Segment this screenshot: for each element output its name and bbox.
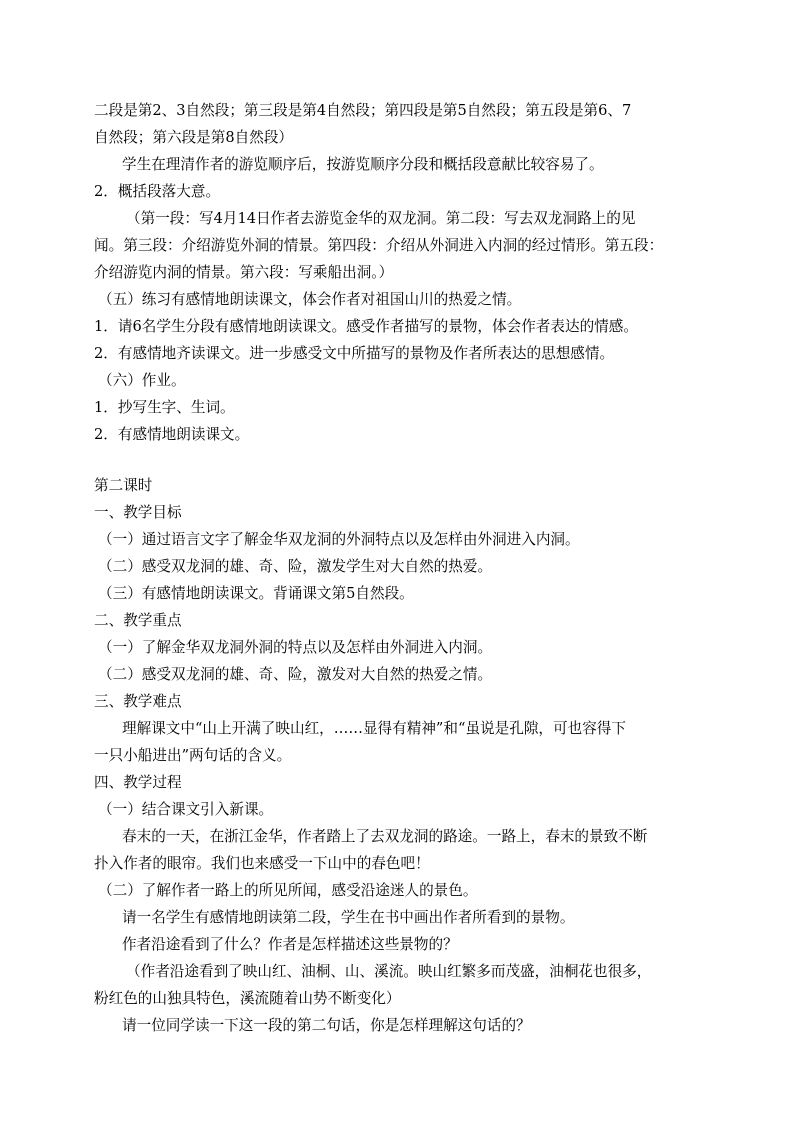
text-line: 闻。第三段：介绍游览外洞的情景。第四段：介绍从外洞进入内洞的经过情形。第五段： xyxy=(94,237,664,254)
text-line: （第一段：写4月14日作者去游览金华的双龙洞。第二段：写去双龙洞路上的见 xyxy=(126,210,636,227)
text-line: 春末的一天，在浙江金华，作者踏上了去双龙洞的路途。一路上，春末的景致不断 xyxy=(122,828,648,845)
text-line: 二段是第2、3自然段；第三段是第4自然段；第四段是第5自然段；第五段是第6、7 xyxy=(94,102,632,119)
text-line: 1．抄写生字、生词。 xyxy=(94,399,235,416)
text-line: 请一位同学读一下这一段的第二句话，你是怎样理解这句话的？ xyxy=(122,1017,531,1034)
section-heading: （六）作业。 xyxy=(98,372,186,389)
blank-line xyxy=(94,448,700,472)
section-heading: 四、教学过程 xyxy=(94,774,182,791)
text-line: 扑入作者的眼帘。我们也来感受一下山中的春色吧！ xyxy=(94,855,430,872)
document-body xyxy=(94,97,700,1039)
text-line: （一）通过语言文字了解金华双龙洞的外洞特点以及怎样由外洞进入内洞。 xyxy=(98,531,580,548)
text-line: 理解课文中“山上开满了映山红，……显得有精神”和“虽说是孔隙，可也容得下 xyxy=(122,720,626,737)
text-line: （作者沿途看到了映山红、油桐、山、溪流。映山红繁多而茂盛，油桐花也很多， xyxy=(126,963,652,980)
text-line: （二）了解作者一路上的所见所闻，感受沿途迷人的景色。 xyxy=(98,882,478,899)
text-line: 学生在理清作者的游览顺序后，按游览顺序分段和概括段意献比较容易了。 xyxy=(122,156,604,173)
text-line: 2．有感情地朗读课文。 xyxy=(94,426,250,443)
text-line: 粉红色的山独具特色，溪流随着山势不断变化） xyxy=(94,990,401,1007)
text-line: （一）结合课文引入新课。 xyxy=(98,801,274,818)
text-line: 2．概括段落大意。 xyxy=(94,183,221,200)
text-line: 一只小船进出”两句话的含义。 xyxy=(94,747,292,764)
text-line: 介绍游览内洞的情景。第六段：写乘船出洞。） xyxy=(94,264,394,281)
text-line: （一）了解金华双龙洞外洞的特点以及怎样由外洞进入内洞。 xyxy=(98,639,493,656)
lesson-title: 第二课时 xyxy=(94,477,153,494)
text-line: （三）有感情地朗读课文。背诵课文第5自然段。 xyxy=(98,585,414,602)
text-line: 1．请6名学生分段有感情地朗读课文。感受作者描写的景物，体会作者表达的情感。 xyxy=(94,318,638,335)
text-line: 请一名学生有感情地朗读第二段，学生在书中画出作者所看到的景物。 xyxy=(122,909,575,926)
text-line: 自然段；第六段是第8自然段） xyxy=(94,129,294,146)
text-line: 作者沿途看到了什么？作者是怎样描述这些景物的？ xyxy=(122,936,458,953)
text-line: （二）感受双龙洞的雄、奇、险，激发学生对大自然的热爱。 xyxy=(98,558,493,575)
section-heading: 一、教学目标 xyxy=(94,504,182,521)
section-heading: 三、教学难点 xyxy=(94,693,182,710)
section-heading: 二、教学重点 xyxy=(94,612,182,629)
section-heading: （五）练习有感情地朗读课文，体会作者对祖国山川的热爱之情。 xyxy=(98,291,522,308)
text-line: （二）感受双龙洞的雄、奇、险，激发对大自然的热爱之情。 xyxy=(98,666,493,683)
text-line: 2．有感情地齐读课文。进一步感受文中所描写的景物及作者所表达的思想感情。 xyxy=(94,345,615,362)
